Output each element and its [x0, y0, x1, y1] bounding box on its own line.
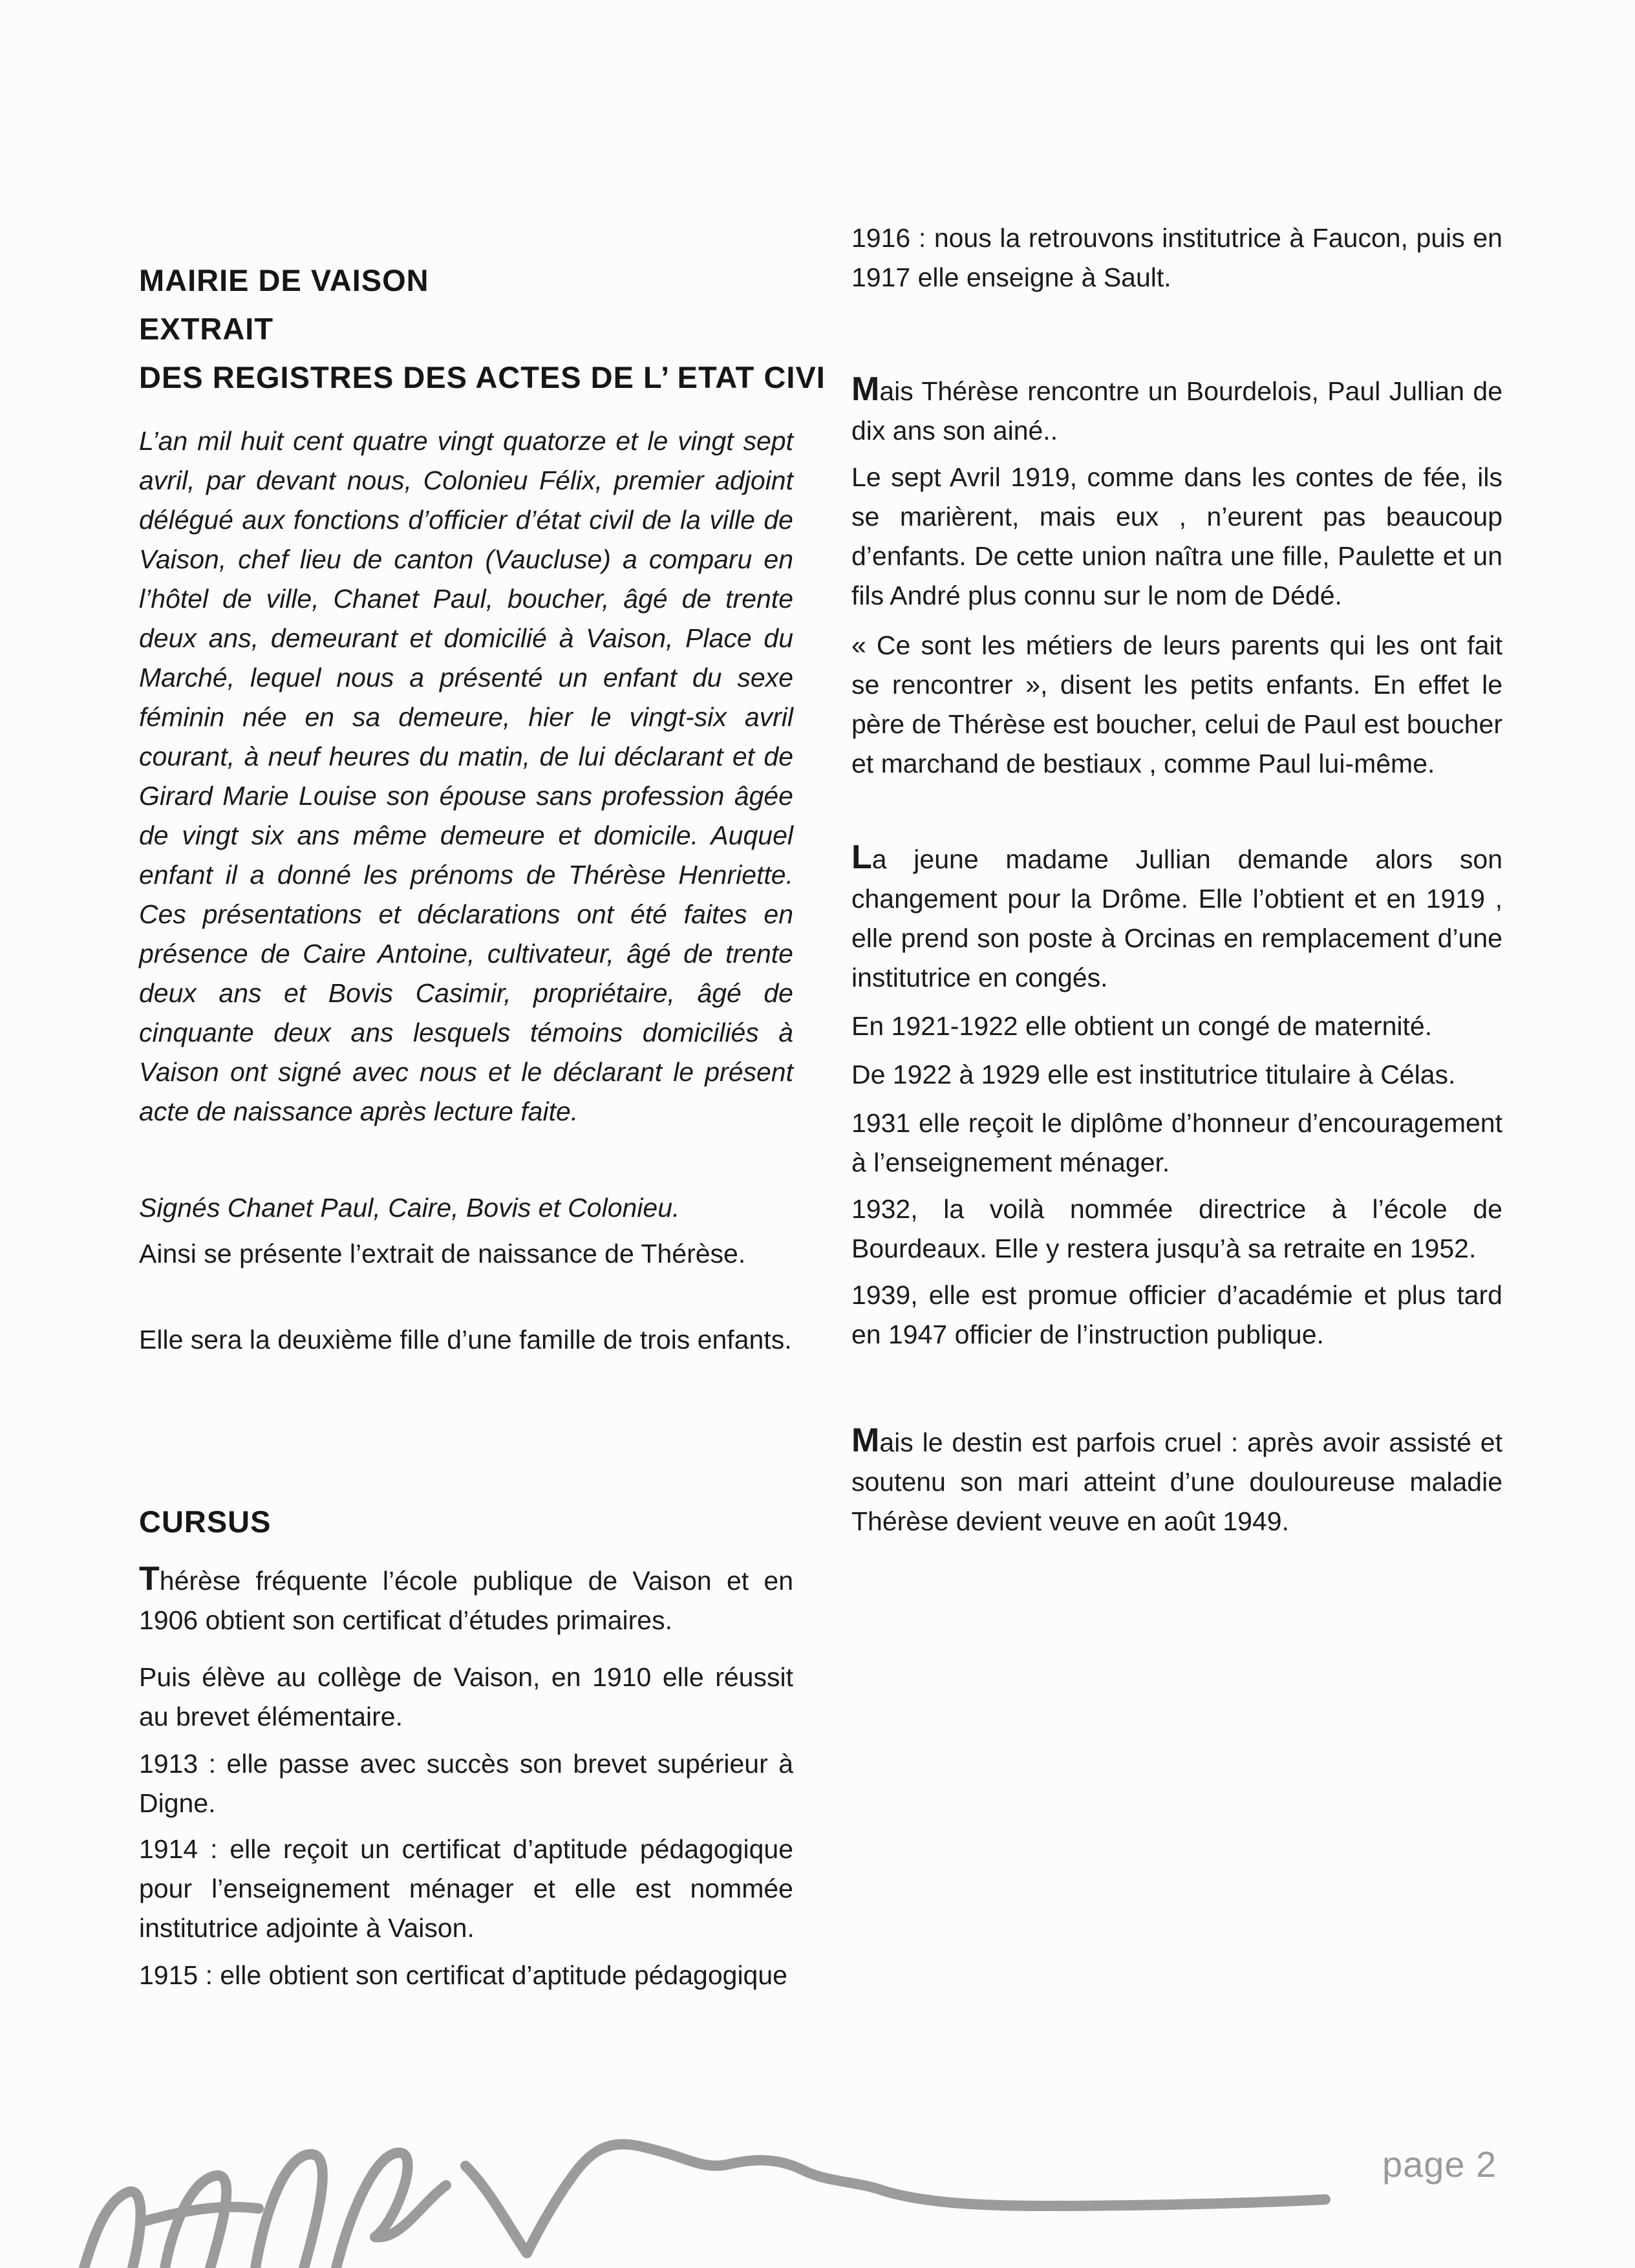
paragraph-1921: En 1921-1922 elle obtient un congé de maternité. — [851, 1011, 1433, 1041]
widowhood-paragraph — [851, 1421, 1502, 1541]
cursus-paragraph-3: 1913 : elle passe avec succès son brevet supérieur à Digne. — [139, 1749, 793, 1818]
wedding-paragraph: Le sept Avril 1919, comme dans les contes de fée, ils se marièrent, mais eux , n’eurent pas beaucoup d’enfants. De cette union naîtra une fille, Paulette et un fils André plus connu sur le nom de Dédé. — [851, 462, 1502, 610]
birth-extract-text: L’an mil huit cent quatre vingt quatorze et le vingt sept avril, par devant nous, Colonieu Félix, premier adjoint délégué aux fonctions d’officier d’état civil de la ville de Vaison, chef lieu de canton (Vaucluse) a comparu en l’hôtel de ville, Chanet Paul, boucher, âgé de trente deux ans, demeurant et domicilié à Vaison, Place du Marché, lequel nous a présenté un enfant du sexe féminin née en sa demeure, hier le vingt-six avril courant, à neuf heures du matin, de lui déclarant et de Girard Marie Louise son épouse sans profession âgée de vingt six ans même demeure et domicile. Auquel enfant il a donné les prénoms de Thérèse Henriette. Ces présentations et déclarations ont été faites en présence de Caire Antoine, cultivateur, âgé de trente deux ans et Bovis Casimir, propriétaire, âgé de cinquante deux ans lesquels témoins domiciliés à Vaison ont signé avec nous et le déclarant le présent acte de naissance après lecture faite. — [139, 426, 793, 1126]
drop-initial: L — [851, 839, 872, 876]
transfer-paragraph — [851, 838, 1502, 998]
cursus-paragraph-5: 1915 : elle obtient son certificat d’aptitude pédagogique — [139, 1960, 787, 1990]
page-number: page 2 — [1382, 2144, 1497, 2185]
widowhood-paragraph-text: ais le destin est parfois cruel : après avoir assisté et soutenu son mari atteint d’une douloureuse maladie Thérèse devient veuve en août 1949. — [851, 1428, 1502, 1536]
paragraph-1932: 1932, la voilà nommée directrice à l’école de Bourdeaux. Elle y restera jusqu’à sa retraite en 1952. — [851, 1194, 1502, 1263]
paragraph-1922: De 1922 à 1929 elle est institutrice titulaire à Célas. — [851, 1060, 1456, 1089]
extract-intro-paragraph: Ainsi se présente l’extrait de naissance de Thérèse. — [139, 1239, 746, 1268]
drop-initial: T — [139, 1560, 160, 1598]
cursus-paragraph-4: 1914 : elle reçoit un certificat d’aptitude pédagogique pour l’enseignement ménager et elle est nommée institutrice adjointe à Vaison. — [139, 1834, 793, 1943]
header-registres: DES REGISTRES DES ACTES DE L’ ETAT CIVI — [139, 360, 826, 394]
drop-initial: M — [851, 1422, 880, 1459]
cursus-heading: CURSUS — [139, 1504, 272, 1539]
paragraph-1916: 1916 : nous la retrouvons institutrice à Faucon, puis en 1917 elle enseigne à Sault. — [851, 223, 1502, 292]
family-paragraph: Elle sera la deuxième fille d’une famille de trois enfants. — [139, 1325, 792, 1354]
cursus-paragraph-2: Puis élève au collège de Vaison, en 1910 elle réussit au brevet élémentaire. — [139, 1662, 793, 1731]
header-extrait: EXTRAIT — [139, 312, 274, 346]
header-mairie: MAIRIE DE VAISON — [139, 263, 429, 297]
meeting-paragraph — [851, 370, 1502, 451]
paragraph-1939: 1939, elle est promue officier d’académie et plus tard en 1947 officier de l’instruction publique. — [851, 1280, 1502, 1349]
transfer-paragraph-text: a jeune madame Jullian demande alors son changement pour la Drôme. Elle l’obtient et en 1919 , elle prend son poste à Orcinas en remplacement d’une institutrice en congés. — [851, 844, 1502, 992]
decorative-scribble — [0, 2095, 1364, 2268]
meeting-paragraph-text: ais Thérèse rencontre un Bourdelois, Paul Jullian de dix ans son ainé.. — [851, 376, 1502, 445]
paragraph-1931: 1931 elle reçoit le diplôme d’honneur d’encouragement à l’enseignement ménager. — [851, 1108, 1502, 1177]
cursus-paragraph-1 — [139, 1559, 793, 1640]
cursus-paragraph-1-text: hérèse fréquente l’école publique de Vaison et en 1906 obtient son certificat d’études primaires. — [139, 1566, 793, 1635]
signatories-line: Signés Chanet Paul, Caire, Bovis et Colonieu. — [139, 1193, 680, 1223]
trades-paragraph: « Ce sont les métiers de leurs parents qui les ont fait se rencontrer », disent les petits enfants. En effet le père de Thérèse est boucher, celui de Paul est boucher et marchand de bestiaux , comme Paul lui-même. — [851, 630, 1502, 778]
drop-initial: M — [851, 370, 880, 408]
